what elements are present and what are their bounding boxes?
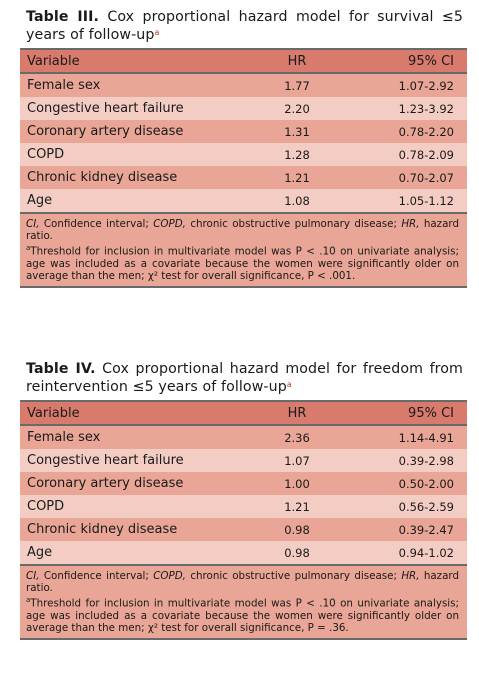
column-header-hr: HR (257, 49, 337, 73)
cell-variable: Age (20, 541, 257, 564)
ci-text: Confidence interval; (39, 570, 154, 582)
hr-abbr: HR, (401, 218, 420, 230)
footnote-threshold (26, 594, 459, 634)
cell-variable: Chronic kidney disease (20, 166, 257, 189)
table-row (20, 166, 467, 189)
footnote-threshold (26, 242, 459, 282)
hr-abbr: HR, (401, 570, 420, 582)
cell-hr: 0.98 (257, 518, 337, 541)
ci-abbr: CI, (26, 218, 40, 230)
title-marker: a (286, 380, 292, 389)
cell-variable: COPD (20, 495, 257, 518)
table-row (20, 143, 467, 166)
cell-variable: Congestive heart failure (20, 449, 257, 472)
copd-text: chronic obstructive pulmonary disease; (185, 218, 402, 230)
table-row (20, 97, 467, 120)
cell-ci: 1.23-3.92 (337, 97, 467, 120)
table-label: Table III. (26, 9, 99, 25)
column-header-hr: HR (257, 401, 337, 425)
table-label: Table IV. (26, 361, 96, 377)
cell-ci: 1.14-4.91 (337, 425, 467, 449)
table-body (20, 425, 467, 564)
table-footnote (20, 564, 467, 640)
table-title: Cox proportional hazard model for freedom from reintervention ≤5 years of follow-up (26, 361, 463, 395)
ci-abbr: CI, (26, 570, 40, 582)
cell-variable: Age (20, 189, 257, 212)
cell-variable: Female sex (20, 73, 257, 97)
cell-hr: 1.28 (257, 143, 337, 166)
table-footnote (20, 212, 467, 288)
copd-abbr: COPD, (153, 570, 186, 582)
footnote-marker: a (26, 596, 31, 605)
cell-variable: Female sex (20, 425, 257, 449)
data-table (20, 400, 467, 564)
copd-abbr: COPD, (153, 218, 186, 230)
cell-variable: Chronic kidney disease (20, 518, 257, 541)
cell-ci: 0.39-2.47 (337, 518, 467, 541)
cell-ci: 1.07-2.92 (337, 73, 467, 97)
table-row (20, 541, 467, 564)
table-row (20, 73, 467, 97)
cell-hr: 0.98 (257, 541, 337, 564)
title-marker: a (154, 28, 160, 37)
table-body (20, 73, 467, 212)
ci-text: Confidence interval; (39, 218, 154, 230)
table-row (20, 120, 467, 143)
footnote-marker: a (26, 244, 31, 253)
header-row (20, 401, 467, 425)
cell-hr: 2.20 (257, 97, 337, 120)
column-header-variable: Variable (20, 49, 257, 73)
cell-hr: 2.36 (257, 425, 337, 449)
table-iv (20, 360, 467, 640)
cell-hr: 1.00 (257, 472, 337, 495)
table-row (20, 495, 467, 518)
cell-hr: 1.21 (257, 166, 337, 189)
cell-variable: COPD (20, 143, 257, 166)
cell-hr: 1.21 (257, 495, 337, 518)
cell-variable: Coronary artery disease (20, 472, 257, 495)
cell-ci: 1.05-1.12 (337, 189, 467, 212)
data-table (20, 48, 467, 212)
column-header-variable: Variable (20, 401, 257, 425)
footnote-text: Threshold for inclusion in multivariate model was P < .10 on univariate analysis; age was included as a covariate because the women were significantly older on average than the men; χ² test for overall significance, P = .36. (26, 597, 459, 635)
hr-text: hazard ratio. (26, 218, 459, 243)
table-row (20, 472, 467, 495)
copd-text: chronic obstructive pulmonary disease; (185, 570, 402, 582)
cell-hr: 1.31 (257, 120, 337, 143)
cell-hr: 1.07 (257, 449, 337, 472)
cell-ci: 0.70-2.07 (337, 166, 467, 189)
footnote-abbreviations (26, 570, 459, 594)
cell-ci: 0.56-2.59 (337, 495, 467, 518)
cell-variable: Congestive heart failure (20, 97, 257, 120)
table-row (20, 518, 467, 541)
footnote-abbreviations (26, 218, 459, 242)
footnote-text: Threshold for inclusion in multivariate model was P < .10 on univariate analysis; age was included as a covariate because the women were significantly older on average than the men; χ² test for overall significance, P < .001. (26, 245, 459, 283)
table-row (20, 425, 467, 449)
hr-text: hazard ratio. (26, 570, 459, 595)
cell-ci: 0.78-2.20 (337, 120, 467, 143)
cell-variable: Coronary artery disease (20, 120, 257, 143)
cell-ci: 0.78-2.09 (337, 143, 467, 166)
table-title: Cox proportional hazard model for survival ≤5 years of follow-up (26, 9, 463, 43)
cell-ci: 0.39-2.98 (337, 449, 467, 472)
cell-hr: 1.08 (257, 189, 337, 212)
cell-ci: 0.94-1.02 (337, 541, 467, 564)
table-row (20, 189, 467, 212)
cell-hr: 1.77 (257, 73, 337, 97)
cell-ci: 0.50-2.00 (337, 472, 467, 495)
table-row (20, 449, 467, 472)
header-row (20, 49, 467, 73)
column-header-ci: 95% CI (337, 401, 467, 425)
table-caption (26, 8, 463, 44)
table-caption (26, 360, 463, 396)
column-header-ci: 95% CI (337, 49, 467, 73)
table-iii (20, 8, 467, 288)
